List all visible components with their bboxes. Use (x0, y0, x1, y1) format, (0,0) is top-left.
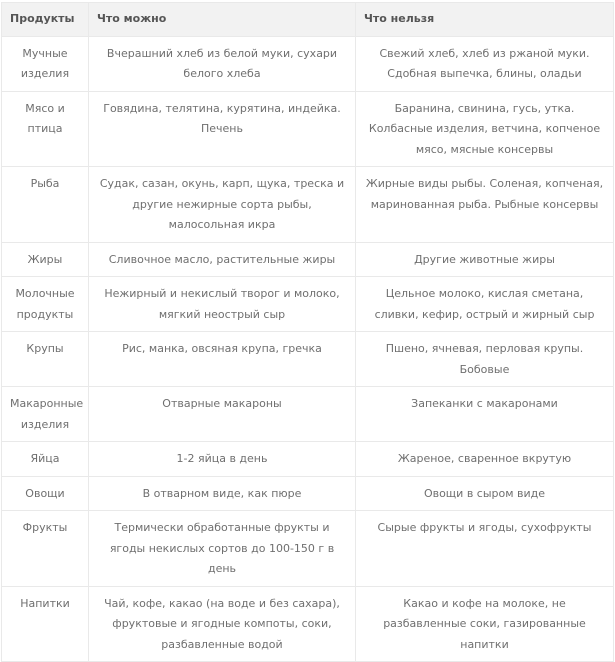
table-row (2, 167, 614, 243)
product-cell: Мучные изделия (2, 36, 89, 91)
allowed-cell: Вчерашний хлеб из белой муки, сухари белого хлеба (89, 36, 356, 91)
forbidden-cell: Свежий хлеб, хлеб из ржаной муки. Сдобная выпечка, блины, оладьи (356, 36, 614, 91)
table-header (2, 3, 614, 37)
allowed-cell: Чай, кофе, какао (на воде и без сахара), фруктовые и ягодные компоты, соки, разбавленные водой (89, 586, 356, 662)
header-products: Продукты (2, 3, 89, 37)
allowed-cell: Термически обработанные фрукты и ягоды некислых сортов до 100-150 г в день (89, 511, 356, 587)
product-cell: Молочные продукты (2, 277, 89, 332)
allowed-cell: Отварные макароны (89, 387, 356, 442)
forbidden-cell: Жареное, сваренное вкрутую (356, 442, 614, 477)
table-body (2, 36, 614, 662)
allowed-cell: Рис, манка, овсяная крупа, гречка (89, 332, 356, 387)
diet-table (1, 2, 614, 662)
allowed-cell: Говядина, телятина, курятина, индейка. Печень (89, 91, 356, 167)
forbidden-cell: Какао и кофе на молоке, не разбавленные соки, газированные напитки (356, 586, 614, 662)
table-row (2, 277, 614, 332)
product-cell: Жиры (2, 242, 89, 277)
table-row (2, 36, 614, 91)
allowed-cell: Нежирный и некислый творог и молоко, мягкий неострый сыр (89, 277, 356, 332)
allowed-cell: 1-2 яйца в день (89, 442, 356, 477)
allowed-cell: В отварном виде, как пюре (89, 476, 356, 511)
product-cell: Яйца (2, 442, 89, 477)
table-row (2, 476, 614, 511)
forbidden-cell: Пшено, ячневая, перловая крупы. Бобовые (356, 332, 614, 387)
header-forbidden: Что нельзя (356, 3, 614, 37)
allowed-cell: Судак, сазан, окунь, карп, щука, треска и другие нежирные сорта рыбы, малосольная икра (89, 167, 356, 243)
header-allowed: Что можно (89, 3, 356, 37)
forbidden-cell: Запеканки с макаронами (356, 387, 614, 442)
product-cell: Рыба (2, 167, 89, 243)
product-cell: Мясо и птица (2, 91, 89, 167)
table-row (2, 442, 614, 477)
table-row (2, 91, 614, 167)
product-cell: Макаронные изделия (2, 387, 89, 442)
product-cell: Овощи (2, 476, 89, 511)
table-row (2, 387, 614, 442)
header-row (2, 3, 614, 37)
forbidden-cell: Цельное молоко, кислая сметана, сливки, кефир, острый и жирный сыр (356, 277, 614, 332)
forbidden-cell: Баранина, свинина, гусь, утка. Колбасные изделия, ветчина, копченое мясо, мясные консервы (356, 91, 614, 167)
forbidden-cell: Другие животные жиры (356, 242, 614, 277)
table-row (2, 586, 614, 662)
product-cell: Напитки (2, 586, 89, 662)
forbidden-cell: Жирные виды рыбы. Соленая, копченая, маринованная рыба. Рыбные консервы (356, 167, 614, 243)
forbidden-cell: Овощи в сыром виде (356, 476, 614, 511)
forbidden-cell: Сырые фрукты и ягоды, сухофрукты (356, 511, 614, 587)
product-cell: Крупы (2, 332, 89, 387)
product-cell: Фрукты (2, 511, 89, 587)
table-row (2, 242, 614, 277)
allowed-cell: Сливочное масло, растительные жиры (89, 242, 356, 277)
table-row (2, 511, 614, 587)
table-row (2, 332, 614, 387)
